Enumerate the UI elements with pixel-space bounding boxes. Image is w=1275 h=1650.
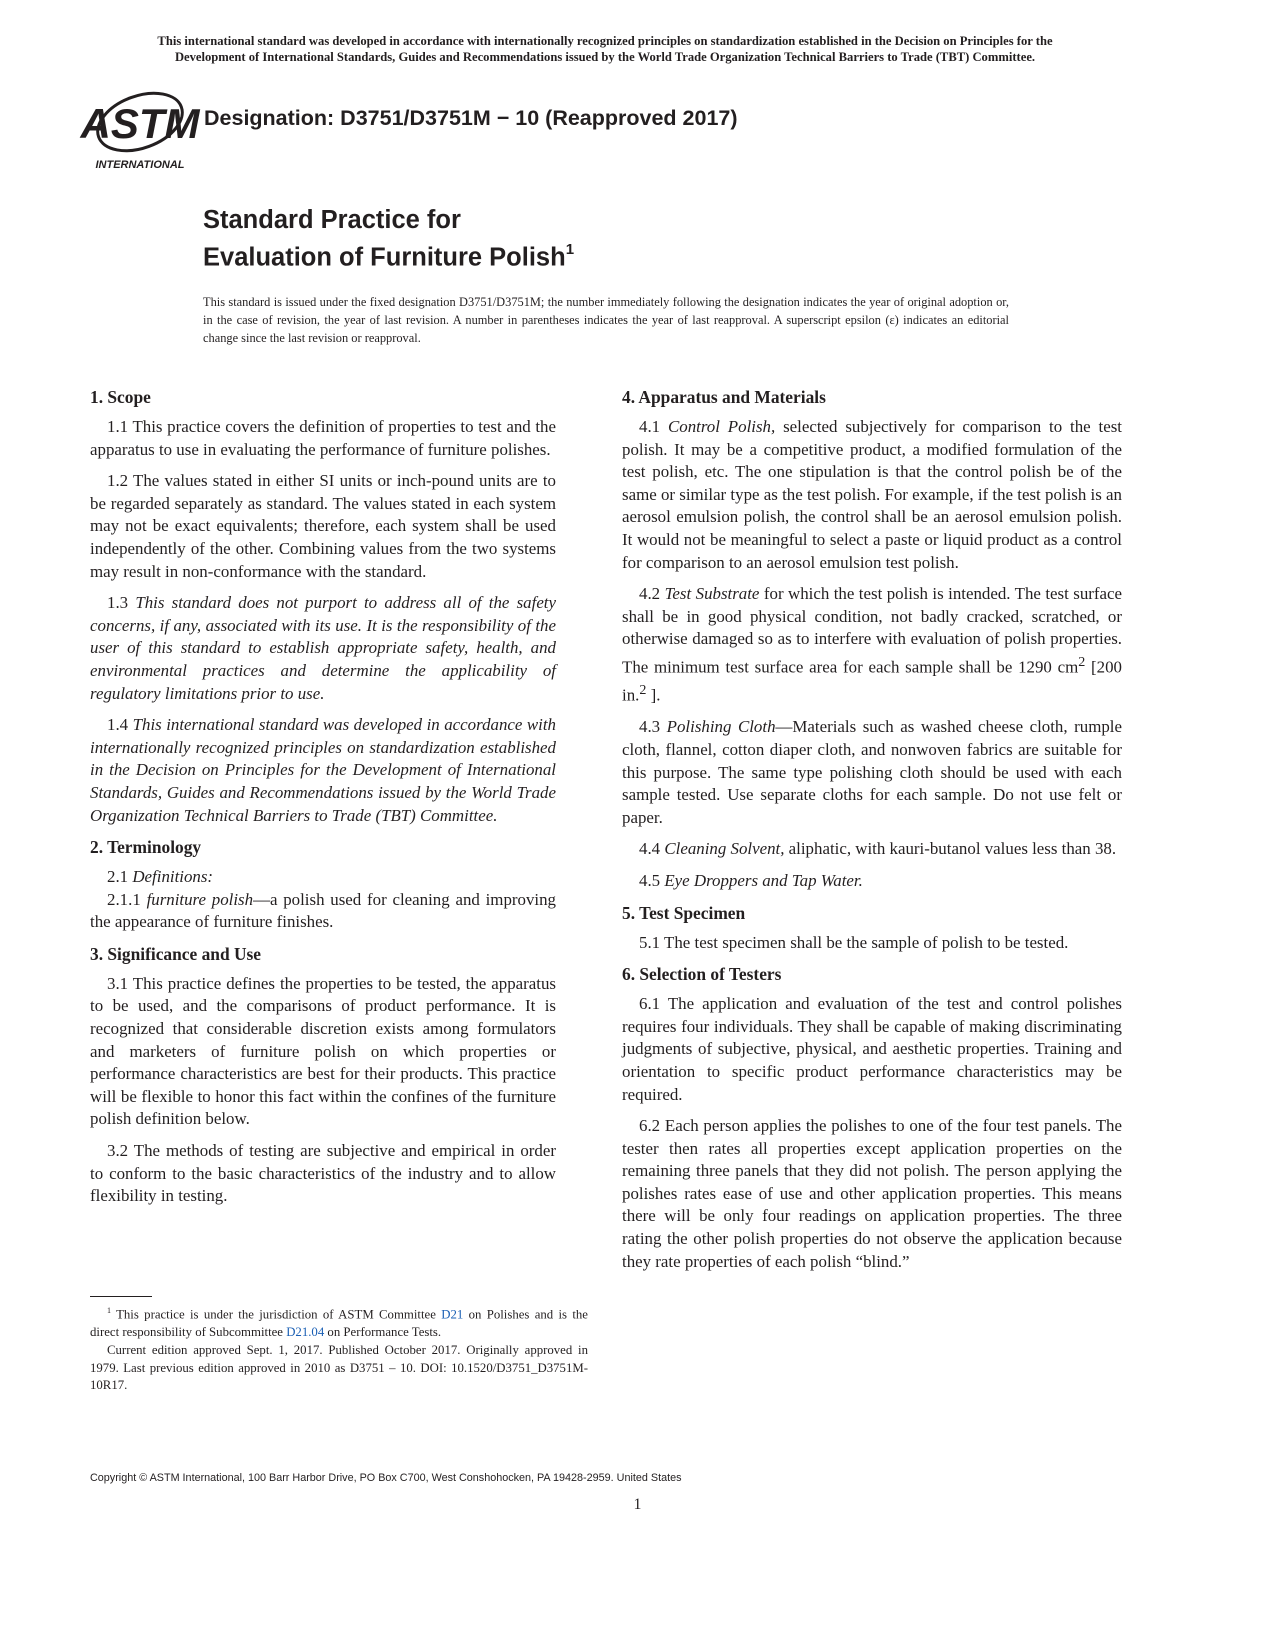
title-line-1: Standard Practice for xyxy=(203,206,461,234)
paragraph-6-1: 6.1 The application and evaluation of the test and control polishes requires four individuals. They shall be capable of making discriminating judgments of subjective, physical, and aesthetic properties. Training and orientation to specific product performance characteristics may be required. xyxy=(622,994,1122,1104)
notice-line-2: Development of International Standards, Guides and Recommendations issued by the World Trade Organization Technical Barriers to Trade (TBT) Committee. xyxy=(174,50,1036,64)
subcommittee-d21-04-link[interactable]: D21.04 xyxy=(286,1324,325,1339)
paragraph-4-5: 4.5 Eye Droppers and Tap Water. xyxy=(639,870,863,890)
paragraph-4-1: 4.1 Control Polish, selected subjectively for comparison to the test polish. It may be a competitive product, a modified formulation of the test polish, etc. The one stipulation is that the control polish be of the same or similar type as the test polish. For example, if the test polish is an aerosol emulsion polish, the control shall be an aerosol emulsion polish. It would not be meaningful to select a paste or liquid product as a control for comparison to an aerosol emulsion test polish. xyxy=(622,417,1123,572)
paragraph-6-2: 6.2 Each person applies the polishes to one of the four test panels. The tester then rates all properties except application properties on the remaining three panels that they did not polish. The person applying the polishes rates ease of use and other application properties. This means there will be only four readings on application properties. The three rating the other polish properties do not observe the application because they rate properties of each polish “blind.” xyxy=(622,1116,1122,1271)
title-line-2: Evaluation of Furniture Polish$^1$ xyxy=(203,241,575,272)
left-column xyxy=(90,386,556,1217)
notice-line-1: This international standard was developed in accordance with internationally recognized principles on standardization established in the Decision on Principles for the xyxy=(157,34,1053,48)
paragraph-5-1: 5.1 The test specimen shall be the sample of polish to be tested. xyxy=(639,932,1069,952)
paragraph-3-1: 3.1 This practice defines the properties to be tested, the apparatus to be used, and the comparisons of product performance. It is recognized that considerable discretion exists among formulators and marketers of furniture polish on which properties or performance characteristics are best for their products. This practice will be flexible to honor this fact within the confines of the furniture polish definition below. xyxy=(90,973,556,1129)
title-footnote-mark: 1 xyxy=(565,241,575,258)
paragraph-1-2: 1.2 The values stated in either SI units or inch-pound units are to be regarded separately as standard. The values stated in each system may not be exact equivalents; therefore, each system shall be used independently of the other. Combining values from the two systems may result in non-conformance with the standard. xyxy=(90,471,556,581)
paragraph-4-4: 4.4 Cleaning Solvent, aliphatic, with kauri-butanol values less than 38. xyxy=(639,839,1117,859)
footnote-divider xyxy=(90,1296,152,1297)
svg-text:ASTM: ASTM xyxy=(80,100,200,147)
footnote-edition: Current edition approved Sept. 1, 2017. Published October 2017. Originally approved in 1979. Last previous edition approved in 2010 as D3751 – 10. DOI: 10.1520/D3751_D3751M-10R17. xyxy=(90,1343,588,1393)
astm-logo xyxy=(80,84,200,174)
paragraph-4-3: 4.3 Polishing Cloth—Materials such as washed cheese cloth, rumple cloth, flannel, cotton diaper cloth, and nonwoven fabrics are suitable for this purpose. The same type polishing cloth should be used with each sample tested. Use separate cloths for each sample. Do not use felt or paper. xyxy=(622,717,1122,827)
committee-d21-link[interactable]: D21 xyxy=(441,1307,464,1322)
section-heading-testers: 6. Selection of Testers xyxy=(622,964,782,985)
footnote-1: $^1$ This practice is under the jurisdiction of ASTM Committee D21 on Polishes and is the direct responsibility of Subcommittee D21.04 on Performance Tests. xyxy=(90,1306,588,1339)
page-number: 1 xyxy=(633,1496,642,1513)
paragraph-2-1-1: 2.1.1 furniture polish—a polish used for cleaning and improving the appearance of furniture finishes. xyxy=(90,889,556,932)
paragraph-1-1: 1.1 This practice covers the definition of properties to test and the apparatus to use in evaluating the performance of furniture polishes. xyxy=(90,417,556,459)
section-heading-scope: 1. Scope xyxy=(90,387,151,407)
paragraph-4-2: 4.2 Test Substrate for which the test polish is intended. The test surface shall be in good physical condition, not badly cracked, scratched, or otherwise damaged so as to interfere with evaluation of polish properties. The minimum test surface area for each sample shall be 1290 $cm^2$ [200 in.$^2$ ]. xyxy=(622,584,1123,705)
issue-note: This standard is issued under the fixed designation D3751/D3751M; the number immediately following the designation indicates the year of original adoption or, in the case of revision, the year of last revision. A number in parentheses indicates the year of last reapproval. A superscript epsilon (ε) indicates an editorial change since the last revision or reapproval. xyxy=(203,295,1009,345)
wto-notice xyxy=(88,33,1122,65)
footnotes xyxy=(90,1302,588,1396)
section-heading-terminology: 2. Terminology xyxy=(90,837,202,858)
copyright-line: Copyright © ASTM International, 100 Barr Harbor Drive, PO Box C700, West Conshohocken, PA 19428-2959. United States xyxy=(90,1472,682,1484)
paragraph-2-1: 2.1 Definitions: xyxy=(107,867,214,887)
section-heading-specimen: 5. Test Specimen xyxy=(622,902,746,923)
section-heading-significance: 3. Significance and Use xyxy=(90,943,262,964)
paragraph-1-4: 1.4 This international standard was developed in accordance with internationally recognized principles on standardization established in the Decision on Principles for the Development of International Standards, Guides and Recommendations issued by the World Trade Organization Technical Barriers to Trade (TBT) Committee. xyxy=(90,715,556,825)
designation: Designation: D3751/D3751M − 10 (Reapproved 2017) xyxy=(204,106,738,130)
page-title xyxy=(203,204,574,274)
section-heading-apparatus: 4. Apparatus and Materials xyxy=(622,387,826,407)
logo-text: INTERNATIONAL xyxy=(95,159,185,171)
right-column xyxy=(622,386,1122,1282)
paragraph-1-3: 1.3 This standard does not purport to address all of the safety concerns, if any, associated with its use. It is the responsibility of the user of this standard to establish appropriate safety, health, and environmental practices and determine the applicability of regulatory limitations prior to use. xyxy=(90,593,557,703)
paragraph-3-2: 3.2 The methods of testing are subjective and empirical in order to conform to the basic characteristics of the industry and to allow flexibility in testing. xyxy=(90,1141,556,1206)
